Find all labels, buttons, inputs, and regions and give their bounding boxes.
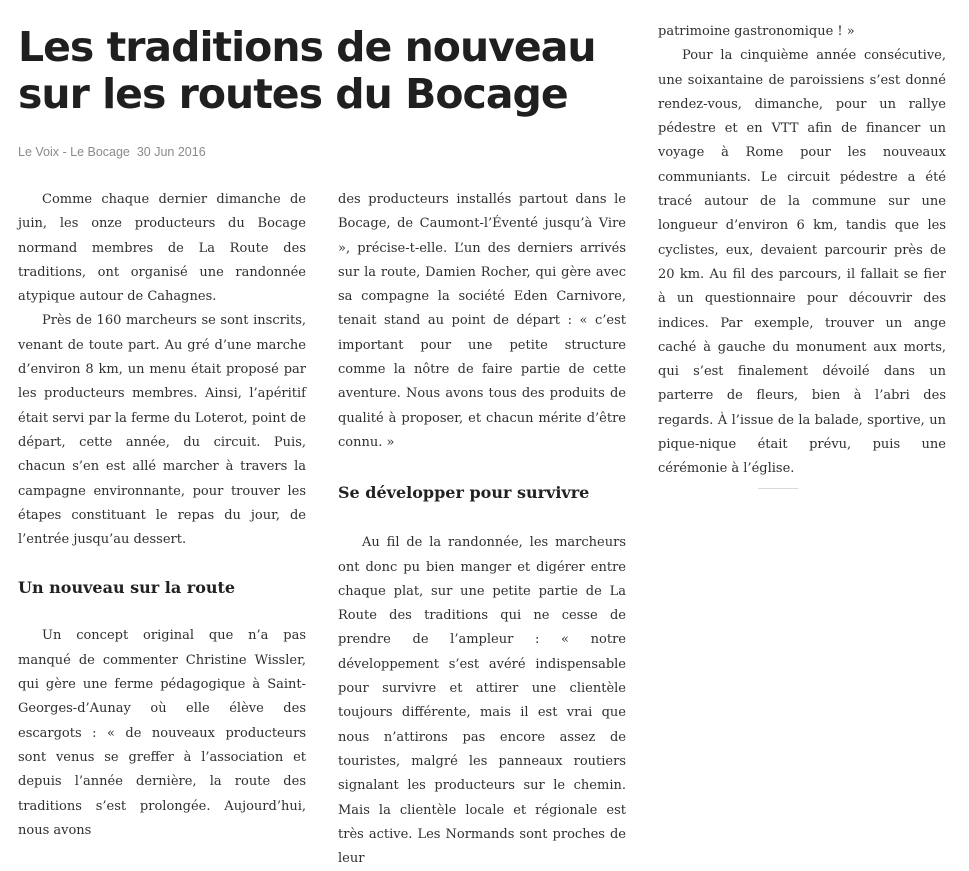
byline	[18, 145, 206, 159]
paragraph: Comme chaque dernier dimanche de juin, les onze producteurs du Bocage normand membres de La Route des traditions, ont organisé une randonnée atypique autour de Cahagnes.	[18, 192, 306, 305]
article-title: Les traditions de nouveau sur les routes du Bocage	[18, 23, 596, 118]
paragraph: Pour la cinquième année consécutive, une soixantaine de paroissiens s’est donné rendez-vous, dimanche, pour un rallye pédestre et en VTT afin de financer un voyage à Rome pour les nouveaux communiants. Le circuit pédestre a été tracé autour de la commune sur une longueur d’environ 6 km, tandis que les cyclistes, eux, devaient parcourir près de 20 km. Au fil des parcours, il fallait se fier à un questionnaire pour découvrir des indices. Par exemple, trouver un ange caché à gauche du monument aux morts, qui s’est finalement dévoilé dans un parterre de fleurs, bien à l’abri des regards. À l’issue de la balade, sportive, un pique-nique était prévu, puis une cérémonie à l’église.	[658, 48, 946, 477]
paragraph: des producteurs installés partout dans le Bocage, de Caumont-l’Éventé jusqu’à Vire », précise-t-elle. L’un des derniers arrivés sur la route, Damien Rocher, qui gère avec sa compagne la société Eden Carnivore, tenait stand au point de départ : « c’est important pour une petite structure comme la nôtre de faire partie de cette aventure. Nous avons tous des produits de qualité à proposer, et chacun mérite d’être connu. »	[338, 192, 626, 450]
article-column-1	[18, 188, 306, 843]
publish-date: 30 Jun 2016	[136, 145, 206, 159]
article-column-2	[338, 188, 626, 871]
section-heading: Se développer pour survivre	[338, 483, 590, 503]
paragraph: Un concept original que n’a pas manqué de commenter Christine Wissler, qui gère une ferme pédagogique à Saint-Georges-d’Aunay où elle élève des escargots : « de nouveaux producteurs sont venus se greffer à l’association et depuis l’année dernière, la route des traditions s’est prolongée. Aujourd’hui, nous avons	[18, 628, 306, 838]
source-name: Le Voix - Le Bocage	[18, 145, 130, 159]
paragraph: patrimoine gastronomique ! »	[658, 24, 855, 39]
paragraph: Près de 160 marcheurs se sont inscrits, venant de toute part. Au gré d’une marche d’environ 8 km, un menu était proposé par les producteurs membres. Ainsi, l’apéritif était servi par la ferme du Loterot, point de départ, cette année, du circuit. Puis, chacun s’en est allé marcher à travers la campagne environnante, pour trouver les étapes constituant le repas du jour, de l’entrée jusqu’au dessert.	[18, 313, 306, 548]
section-heading: Un nouveau sur la route	[18, 578, 236, 598]
paragraph: Au fil de la randonnée, les marcheurs ont donc pu bien manger et digérer entre chaque plat, sur une petite partie de La Route des traditions qui ne cesse de prendre de l’ampleur : « notre développement s’est avéré indispensable pour survivre et attirer une clientèle toujours différente, mais il est vrai que nous n’attirons pas encore assez de touristes, malgré les panneaux routiers signalant les producteurs sur le chemin. Mais la clientèle locale et régionale est très active. Les Normands sont proches de leur	[338, 535, 626, 867]
article-column-3	[658, 20, 946, 489]
column-end-divider	[758, 488, 798, 489]
